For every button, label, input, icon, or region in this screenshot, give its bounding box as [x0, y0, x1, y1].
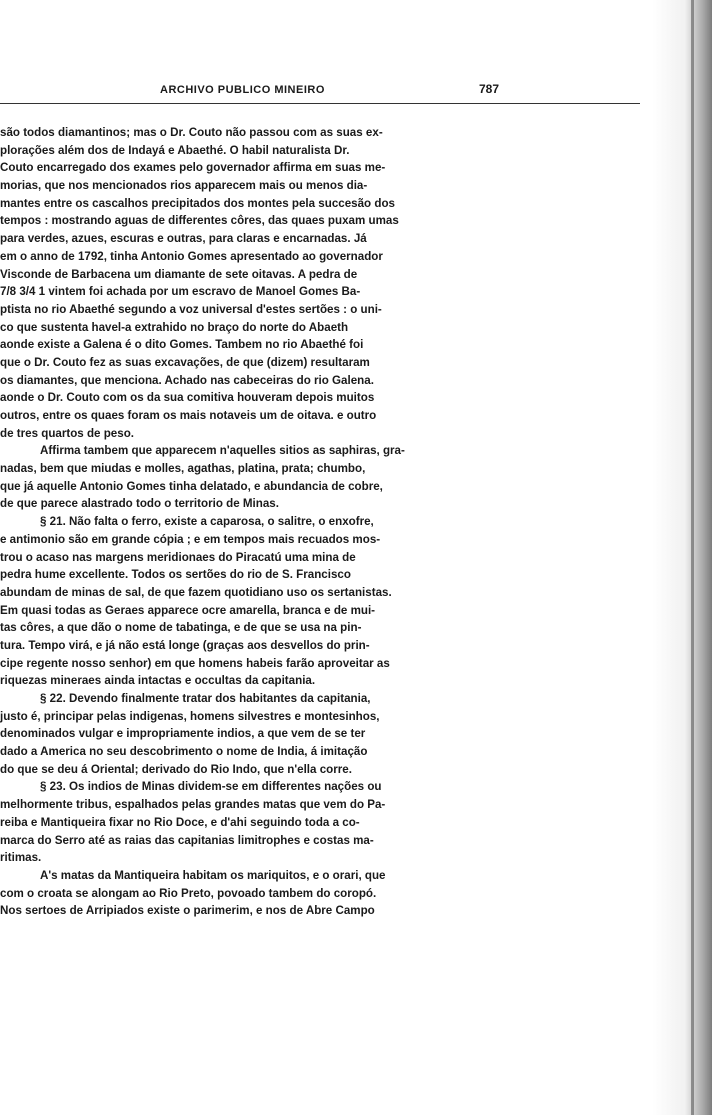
text-line: mantes entre os cascalhos precipitados dos montes pela succesão dos [0, 196, 395, 210]
text-line: § 22. Devendo finalmente tratar dos habitantes da capitania, [40, 692, 371, 705]
body-text [0, 124, 640, 920]
text-line: morias, que nos mencionados rios apparecem mais ou menos dia- [0, 179, 368, 193]
text-line: que o Dr. Couto fez as suas excavações, de que (dizem) resultaram [0, 355, 370, 369]
text-line: 7/8 3/4 1 vintem foi achada por um escravo de Manoel Gomes Ba- [0, 285, 361, 299]
text-line: os diamantes, que menciona. Achado nas cabeceiras do rio Galena. [0, 373, 374, 387]
text-line: dado a America no seu descobrimento o nome de India, á imitação [0, 745, 368, 759]
text-line: são todos diamantinos; mas o Dr. Couto não passou com as suas ex- [0, 126, 383, 139]
text-line: melhormente tribus, espalhados pelas grandes matas que vem do Pa- [0, 798, 386, 812]
text-line: aonde o Dr. Couto com os da sua comitiva houveram depois muitos [0, 391, 375, 405]
text-line: plorações além dos de Indayá e Abaethé. O habil naturalista Dr. [0, 143, 350, 157]
text-line: reiba e Mantiqueira fixar no Rio Doce, e d'ahi seguindo toda a co- [0, 815, 360, 829]
running-head: ARCHIVO PUBLICO MINEIRO [160, 84, 325, 96]
page-header [0, 82, 640, 102]
text-line: para verdes, azues, escuras e outras, para claras e encarnadas. Já [0, 232, 367, 246]
text-line: com o croata se alongam ao Rio Preto, povoado tambem do coropó. [0, 886, 377, 900]
text-line: Couto encarregado dos exames pelo governador affirma em suas me- [0, 161, 386, 175]
text-line: do que se deu á Oriental; derivado do Rio Indo, que n'ella corre. [0, 762, 352, 776]
text-line: e antimonio são em grande cópia ; e em tempos mais recuados mos- [0, 532, 381, 546]
text-line: co que sustenta havel-a extrahido no braço do norte do Abaeth [0, 320, 349, 334]
text-line: Em quasi todas as Geraes apparece ocre amarella, branca e de mui- [0, 603, 376, 617]
text-line: tas côres, a que dão o nome de tabatinga, e de que se usa na pin- [0, 621, 362, 635]
text-line: que já aquelle Antonio Gomes tinha delatado, e abundancia de cobre, [0, 479, 383, 493]
text-line: ritimas. [0, 851, 42, 865]
text-line: abundam de minas de sal, de que fazem quotidiano uso os sertanistas. [0, 585, 392, 599]
text-line: § 23. Os indios de Minas dividem-se em differentes nações ou [40, 780, 382, 794]
page-number: 787 [479, 82, 500, 96]
text-line: de que parece alastrado todo o territorio de Minas. [0, 497, 279, 511]
text-line: de tres quartos de peso. [0, 426, 135, 440]
text-line: tempos : mostrando aguas de differentes côres, das quaes puxam umas [0, 214, 399, 228]
text-line: denominados vulgar e impropriamente indios, a que vem de se ter [0, 727, 366, 741]
text-line: nadas, bem que miudas e molles, agathas, platina, prata; chumbo, [0, 462, 366, 476]
scan-page-edge [652, 0, 712, 1115]
text-line: outros, entre os quaes foram os mais notaveis um de oitava. e outro [0, 409, 377, 422]
text-line: Visconde de Barbacena um diamante de sete oitavas. A pedra de [0, 267, 358, 281]
text-line: riquezas mineraes ainda intactas e occultas da capitania. [0, 674, 316, 688]
text-line: Nos sertoes de Arripiados existe o parimerim, e nos de Abre Campo [0, 904, 375, 918]
header-rule [0, 103, 640, 104]
text-line: justo é, principar pelas indigenas, homens silvestres e montesinhos, [0, 709, 380, 723]
text-line: cipe regente nosso senhor) em que homens habeis farão aproveitar as [0, 656, 390, 670]
text-line: ptista no rio Abaethé segundo a voz universal d'estes sertões : o uni- [0, 302, 382, 316]
text-line: pedra hume excellente. Todos os sertões do rio de S. Francisco [0, 568, 351, 582]
text-line: A's matas da Mantiqueira habitam os mariquitos, e o orari, que [40, 868, 386, 882]
text-line: em o anno de 1792, tinha Antonio Gomes apresentado ao governador [0, 249, 383, 263]
text-line: trou o acaso nas margens meridionaes do Piracatú uma mina de [0, 550, 356, 564]
text-line: Affirma tambem que apparecem n'aquelles sitios as saphiras, gra- [40, 444, 405, 458]
text-line: § 21. Não falta o ferro, existe a caparosa, o salitre, o enxofre, [40, 515, 374, 529]
text-line: aonde existe a Galena é o dito Gomes. Tambem no rio Abaethé foi [0, 338, 364, 352]
text-line: tura. Tempo virá, e já não está longe (graças aos desvellos do prin- [0, 638, 370, 652]
text-line: marca do Serro até as raias das capitanias limitrophes e costas ma- [0, 833, 374, 847]
